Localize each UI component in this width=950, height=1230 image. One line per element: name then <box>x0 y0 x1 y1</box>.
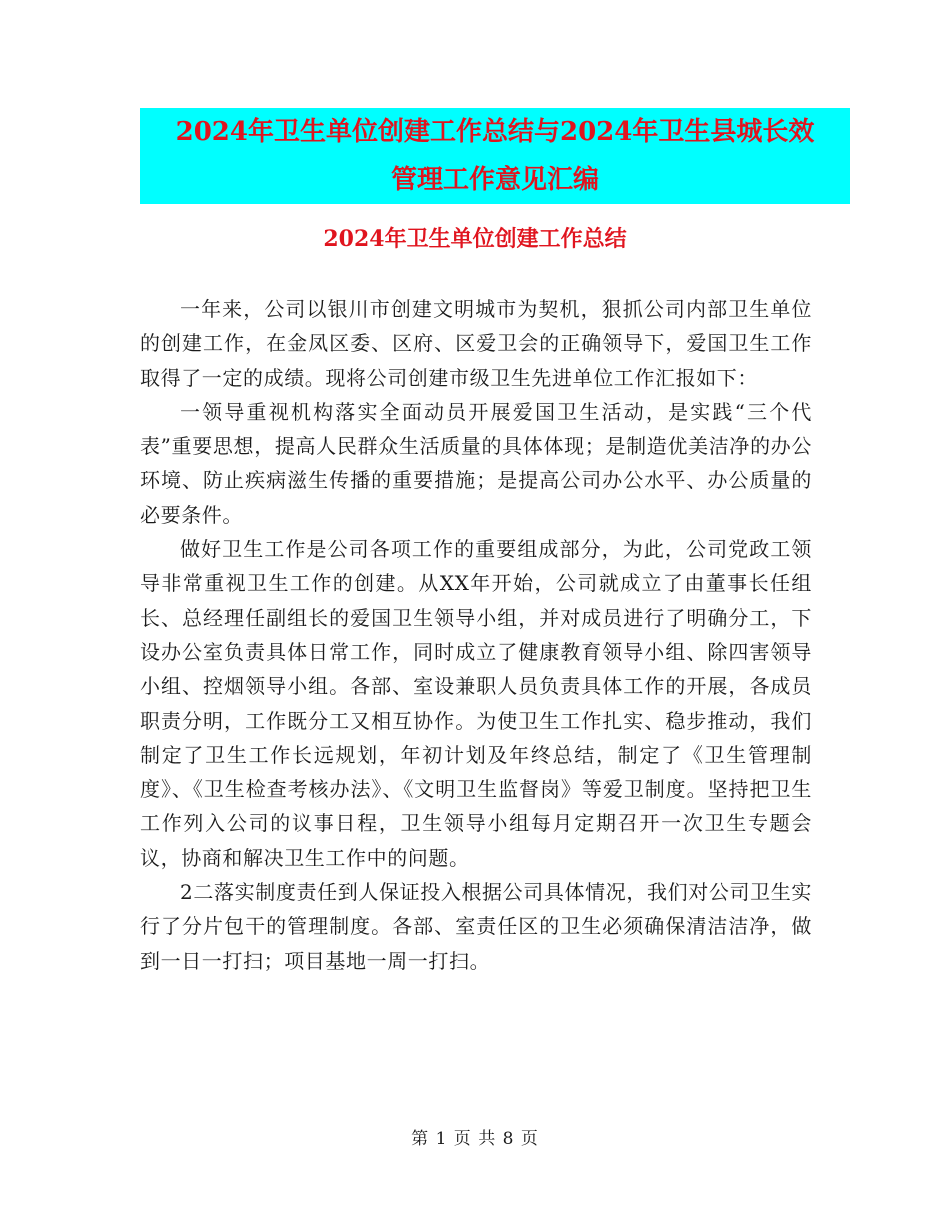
paragraph-1: 一年来，公司以银川市创建文明城市为契机，狠抓公司内部卫生单位的创建工作，在金凤区委、区府、区爱卫会的正确领导下，爱国卫生工作取得了一定的成绩。现将公司创建市级卫生先进单位工作汇报如下： <box>140 297 812 390</box>
document-title-line-2: 管理工作意见汇编 <box>390 165 599 195</box>
paragraph-4: 2二落实制度责任到人保证投入根据公司具体情况，我们对公司卫生实行了分片包干的管理制度。各部、室责任区的卫生必须确保清洁洁净，做到一日一打扫；项目基地一周一打扫。 <box>140 880 812 973</box>
section-title: 2024年卫生单位创建工作总结 <box>323 226 627 252</box>
paragraph-3: 做好卫生工作是公司各项工作的重要组成部分，为此，公司党政工领导非常重视卫生工作的创建。从XX年开始，公司就成立了由董事长任组长、总经理任副组长的爱国卫生领导小组，并对成员进行了明确分工，下设办公室负责具体日常工作，同时成立了健康教育领导小组、除四害领导小组、控烟领导小组。各部、室设兼职人员负责具体工作的开展，各成员职责分明，工作既分工又相互协作。为使卫生工作扎实、稳步推动，我们制定了卫生工作长远规划，年初计划及年终总结，制定了《卫生管理制度》、《卫生检查考核办法》、《文明卫生监督岗》等爱卫制度。坚持把卫生工作列入公司的议事日程，卫生领导小组每月定期召开一次卫生专题会议，协商和解决卫生工作中的问题。 <box>140 537 812 870</box>
document-title-line-1: 2024年卫生单位创建工作总结与2024年卫生县城长效 <box>175 117 815 147</box>
document-body <box>140 292 812 978</box>
document-title <box>140 108 850 204</box>
page-footer: 第 1 页 共 8 页 <box>411 1129 539 1149</box>
paragraph-2: 一领导重视机构落实全面动员开展爱国卫生活动，是实践“三个代表”重要思想，提高人民群众生活质量的具体体现；是制造优美洁净的办公环境、防止疾病滋生传播的重要措施；是提高公司办公水平、办公质量的必要条件。 <box>140 399 812 527</box>
